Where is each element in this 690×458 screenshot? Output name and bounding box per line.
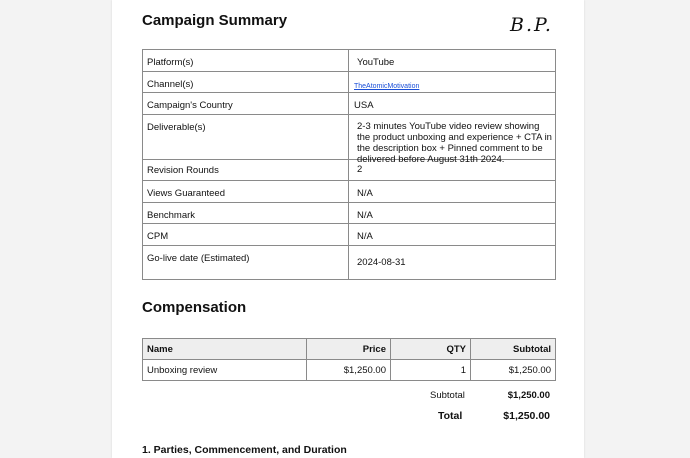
item-price: $1,250.00 xyxy=(307,360,391,381)
row-value: N/A xyxy=(357,209,373,221)
row-value: 2024-08-31 xyxy=(357,256,406,268)
section-heading: 1. Parties, Commencement, and Duration xyxy=(142,444,347,456)
table-row xyxy=(143,224,556,246)
table-header-row xyxy=(143,339,556,360)
total-label: Total xyxy=(438,410,463,422)
table-row xyxy=(143,50,556,72)
row-label: Views Guaranteed xyxy=(147,188,225,199)
channel-link[interactable]: TheAtomicMotivation xyxy=(354,82,420,90)
header-price: Price xyxy=(307,339,391,360)
row-label: Benchmark xyxy=(147,209,196,221)
row-label: Deliverable(s) xyxy=(147,121,206,133)
signature-initials: B.P. xyxy=(510,14,553,36)
row-value: USA xyxy=(354,100,374,111)
table-row xyxy=(143,114,556,159)
row-value: N/A xyxy=(357,188,373,199)
total-value: $1,250.00 xyxy=(503,410,550,422)
item-qty: 1 xyxy=(391,360,471,381)
compensation-table xyxy=(142,338,556,381)
item-subtotal: $1,250.00 xyxy=(471,360,556,381)
compensation-title: Compensation xyxy=(142,299,247,316)
row-label: Campaign's Country xyxy=(147,100,233,111)
item-name: Unboxing review xyxy=(143,360,307,381)
row-label: Revision Rounds xyxy=(147,164,219,176)
row-label: CPM xyxy=(147,231,169,242)
table-row xyxy=(143,71,556,93)
table-row xyxy=(143,181,556,203)
header-qty: QTY xyxy=(391,339,471,360)
campaign-summary-table xyxy=(142,49,556,280)
row-value: N/A xyxy=(357,231,373,242)
row-label: Channel(s) xyxy=(147,78,194,90)
header-subtotal: Subtotal xyxy=(471,339,556,360)
table-row xyxy=(143,245,556,279)
subtotal-value: $1,250.00 xyxy=(507,390,550,401)
row-label: Go-live date (Estimated) xyxy=(147,252,250,264)
subtotal-label: Subtotal xyxy=(430,390,465,401)
table-row xyxy=(143,93,556,115)
campaign-summary-title: Campaign Summary xyxy=(142,12,288,29)
document-page xyxy=(112,0,584,458)
header-name: Name xyxy=(143,339,307,360)
table-row xyxy=(143,360,556,381)
row-value: 2-3 minutes YouTube video review showing the product unboxing and experience + CTA in the description box + Pinned comment to be delivered before August 31th 2024. xyxy=(357,120,552,165)
table-row xyxy=(143,202,556,224)
row-value: 2 xyxy=(357,163,363,175)
row-label: Platform(s) xyxy=(147,57,194,68)
row-value: YouTube xyxy=(357,57,395,68)
